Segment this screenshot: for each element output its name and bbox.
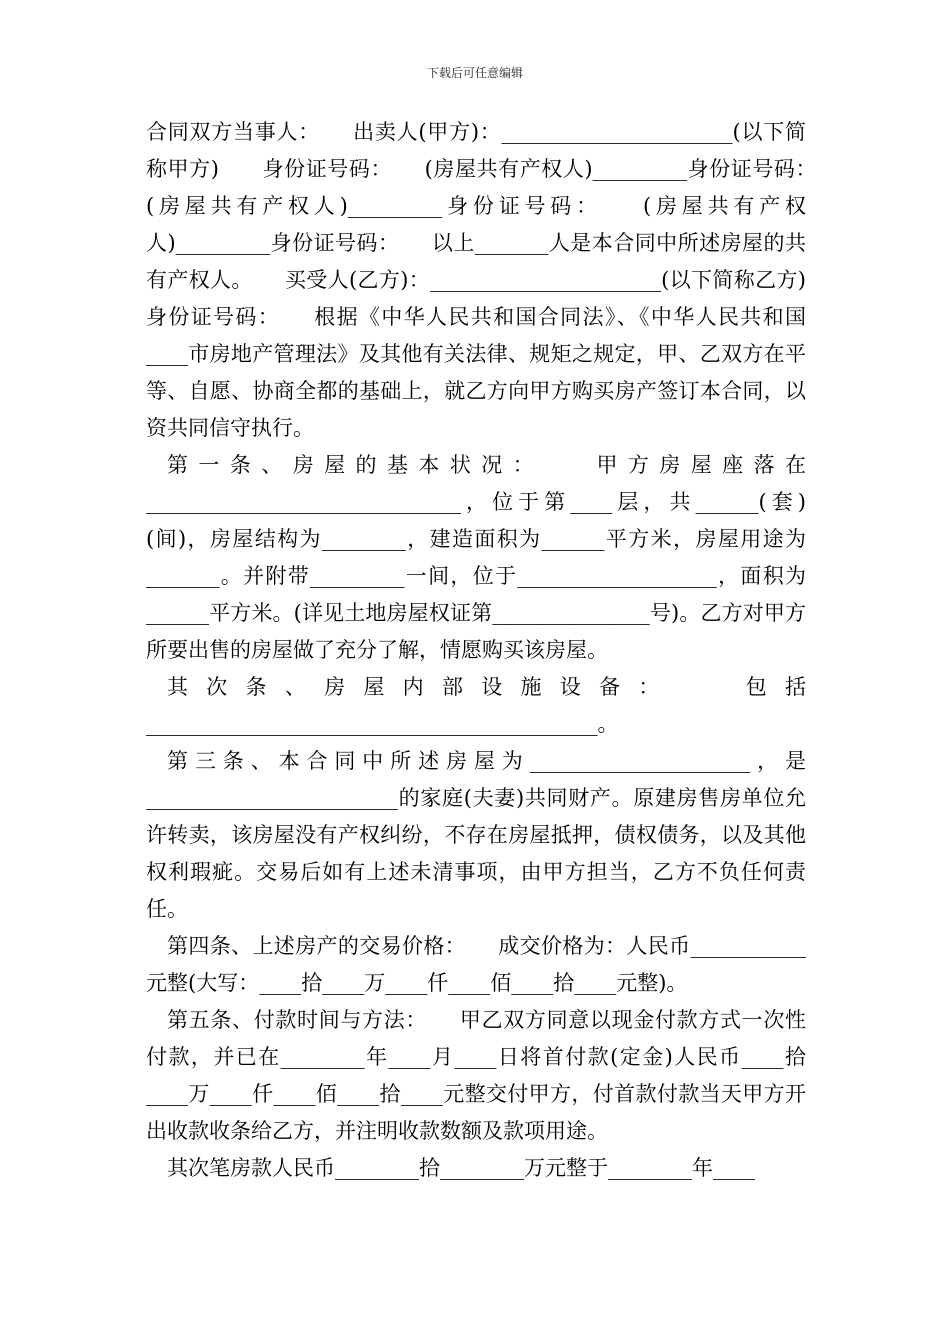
contract-body xyxy=(146,114,848,1187)
article-4-paragraph: 第四条、上述房产的交易价格： 成交价格为：人民币___________元整(大写：____拾____万____仟____佰____拾____元整)。 xyxy=(146,934,806,995)
article-3-paragraph: 第三条、本合同中所述房屋为_____________________，是________________________的家庭(夫妻)共同财产。原建房售房单位允许转卖，该房屋没有产权纠纷，不存在房屋抵押，债权债务，以及其他权利瑕疵。交易后如有上述未清事项，由甲方担当，乙方不负任何责任。 xyxy=(146,749,806,921)
article-5-paragraph: 第五条、付款时间与方法： 甲乙双方同意以现金付款方式一次性付款，并已在________年____月____日将首付款(定金)人民币____拾____万____仟____佰____拾____元整交付甲方，付首款付款当天甲方开出收款收条给乙方，并注明收款数额及款项用途。 xyxy=(146,1008,806,1143)
article-2-paragraph: 其次条、房屋内部设施设备： 包括___________________________________________。 xyxy=(146,675,806,736)
page-header: 下载后可任意编辑 xyxy=(426,66,523,80)
second-payment-paragraph: 其次笔房款人民币________拾________万元整于________年____ xyxy=(167,1156,755,1180)
article-1-paragraph: 第一条、房屋的基本状况： 甲方房屋座落在______________________________，位于第____层，共______(套)(间)，房屋结构为________，建造面积为______平方米，房屋用途为_______。并附带_________一间，位于___________________，面积为______平方米。(详见土地房屋权证第_______________号)。乙方对甲方所要出售的房屋做了充分了解，情愿购买该房屋。 xyxy=(146,453,806,662)
contract-parties-paragraph: 合同双方当事人： 出卖人(甲方)：______________________(以下简称甲方) 身份证号码： (房屋共有产权人)_________身份证号码： (房屋共有产权人)_________身份证号码： (房屋共有产权人)_________身份证号码： 以上_______人是本合同中所述房屋的共有产权人。 买受人(乙方)：______________________(以下简称乙方) 身份证号码： 根据《中华人民共和国合同法》、《中华人民共和国____市房地产管理法》及其他有关法律、规矩之规定，甲、乙双方在平等、自愿、协商全都的基础上，就乙方向甲方购买房产签订本合同，以资共同信守执行。 xyxy=(146,120,848,440)
